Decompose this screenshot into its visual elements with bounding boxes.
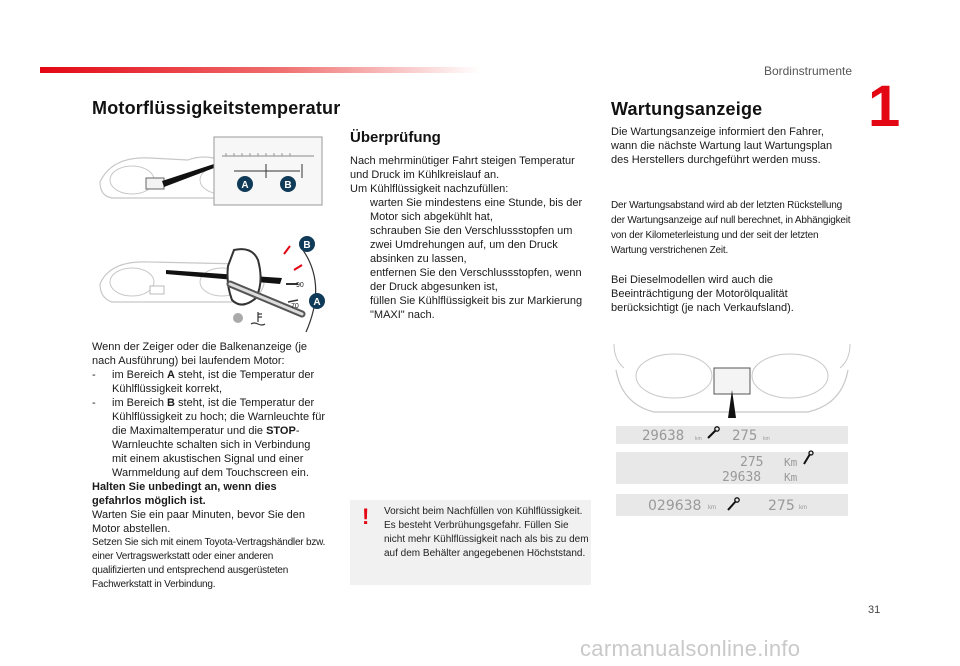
display3-service-distance: 275 bbox=[768, 498, 795, 514]
stop-instruction: Halten Sie unbedingt an, wenn dies gefahrlos möglich ist. bbox=[92, 481, 277, 507]
display1-unit-service: km bbox=[763, 436, 770, 442]
coolant-description bbox=[92, 340, 328, 592]
wait-instruction: Warten Sie ein paar Minuten, bevor Sie den Motor abstellen. bbox=[92, 509, 305, 535]
display2-unit-odo: Km bbox=[784, 471, 798, 484]
list-item: warten Sie mindestens eine Stunde, bis der Motor sich abgekühlt hat, bbox=[370, 197, 583, 223]
display3-unit-service: km bbox=[799, 505, 807, 511]
list-item: schrauben Sie den Verschlussstopfen um zwei Umdrehungen auf, um den Druck absinken zu lassen, bbox=[370, 225, 573, 265]
display2-service-distance: 275 bbox=[740, 455, 764, 470]
scald-warning-text: Vorsicht beim Nachfüllen von Kühlflüssigkeit. Es besteht Verbrühungsgefahr. Füllen Sie nicht mehr Kühlflüssigkeit nach als bis zu dem auf dem Behälter angegebenen Höchststand. bbox=[384, 506, 589, 559]
coolant-intro: Wenn der Zeiger oder die Balkenanzeige (je nach Ausführung) bei laufendem Motor: bbox=[92, 341, 308, 367]
service-intro: Die Wartungsanzeige informiert den Fahrer, wann die nächste Wartung laut Wartungsplan des Herstellers durchgeführt werden muss. bbox=[611, 126, 833, 166]
label-b-lower: B bbox=[303, 240, 311, 251]
section-title-check: Überprüfung bbox=[350, 129, 441, 146]
coolant-warning-icon bbox=[251, 312, 265, 325]
coolant-item-b: - im Bereich B steht, ist die Temperatur der Kühlflüssigkeit zu hoch; die Warnleuchte für die Maximaltemperatur und die STOP-Warnleuchte schalten sich in Verbindung mit einem akustischen Signal und einer Warnmeldung auf dem Touchscreen ein. bbox=[92, 397, 325, 479]
display3-odometer: 029638 bbox=[648, 498, 702, 514]
section-title-service-indicator: Wartungsanzeige bbox=[611, 99, 763, 119]
service-display-illustration bbox=[612, 340, 852, 524]
chapter-title: Bordinstrumente bbox=[763, 64, 852, 78]
warning-exclamation-icon: ! bbox=[362, 504, 370, 529]
header-accent-bar bbox=[40, 67, 480, 73]
check-instructions bbox=[350, 154, 590, 322]
check-intro: Nach mehrminütiger Fahrt steigen Temperatur und Druck im Kühlkreislauf an. bbox=[350, 155, 575, 181]
label-a-lower: A bbox=[313, 297, 321, 308]
gauge-tick-70: 70 bbox=[291, 303, 299, 310]
gauge-tick-90: 90 bbox=[296, 282, 304, 289]
display2-unit-service: Km bbox=[784, 456, 798, 469]
chapter-number: 1 bbox=[868, 74, 901, 139]
list-item: füllen Sie Kühlflüssigkeit bis zur Markierung "MAXI" nach. bbox=[370, 295, 583, 321]
label-b-upper: B bbox=[284, 180, 292, 191]
section-title-coolant-temperature: Motorflüssigkeitstemperatur bbox=[92, 98, 341, 118]
display1-odometer: 29638 bbox=[642, 428, 685, 444]
list-marker: - bbox=[92, 369, 96, 381]
diesel-note: Bei Dieselmodellen wird auch die Beeinträchtigung der Motorölqualität berücksichtigt (je nach Verkaufsland). bbox=[611, 274, 794, 314]
list-marker: - bbox=[92, 397, 96, 409]
watermark-text: carmanualsonline.info bbox=[580, 636, 801, 661]
coolant-item-a: - im Bereich A steht, ist die Temperatur der Kühlflüssigkeit korrekt, bbox=[92, 369, 315, 395]
display1-unit-odo: km bbox=[695, 436, 702, 442]
display2-odometer: 29638 bbox=[722, 470, 762, 485]
scald-warning-box bbox=[350, 500, 591, 585]
dealer-note: Setzen Sie sich mit einem Toyota-Vertragshändler bzw. einer Vertragswerkstatt oder einer anderen qualifizierten und entsprechend ausgerüsteten Fachwerkstatt in Verbindung. bbox=[92, 537, 326, 590]
label-a-upper: A bbox=[241, 180, 249, 191]
service-interval-note: Der Wartungsabstand wird ab der letzten Rückstellung der Wartungsanzeige auf null berechnet, in Abhängigkeit von der Kilometerleistung und der seit der letzten Wartung verstrichenen Zeit. bbox=[611, 200, 851, 256]
display3-unit-odo: km bbox=[708, 505, 716, 511]
page-number: 31 bbox=[868, 604, 881, 616]
coolant-gauge-illustration bbox=[92, 134, 330, 344]
check-refill-lead: Um Kühlflüssigkeit nachzufüllen: bbox=[350, 183, 509, 195]
indicator-dot bbox=[233, 313, 243, 323]
list-item: entfernen Sie den Verschlussstopfen, wenn der Druck abgesunken ist, bbox=[370, 267, 582, 293]
display1-service-distance: 275 bbox=[732, 428, 758, 444]
